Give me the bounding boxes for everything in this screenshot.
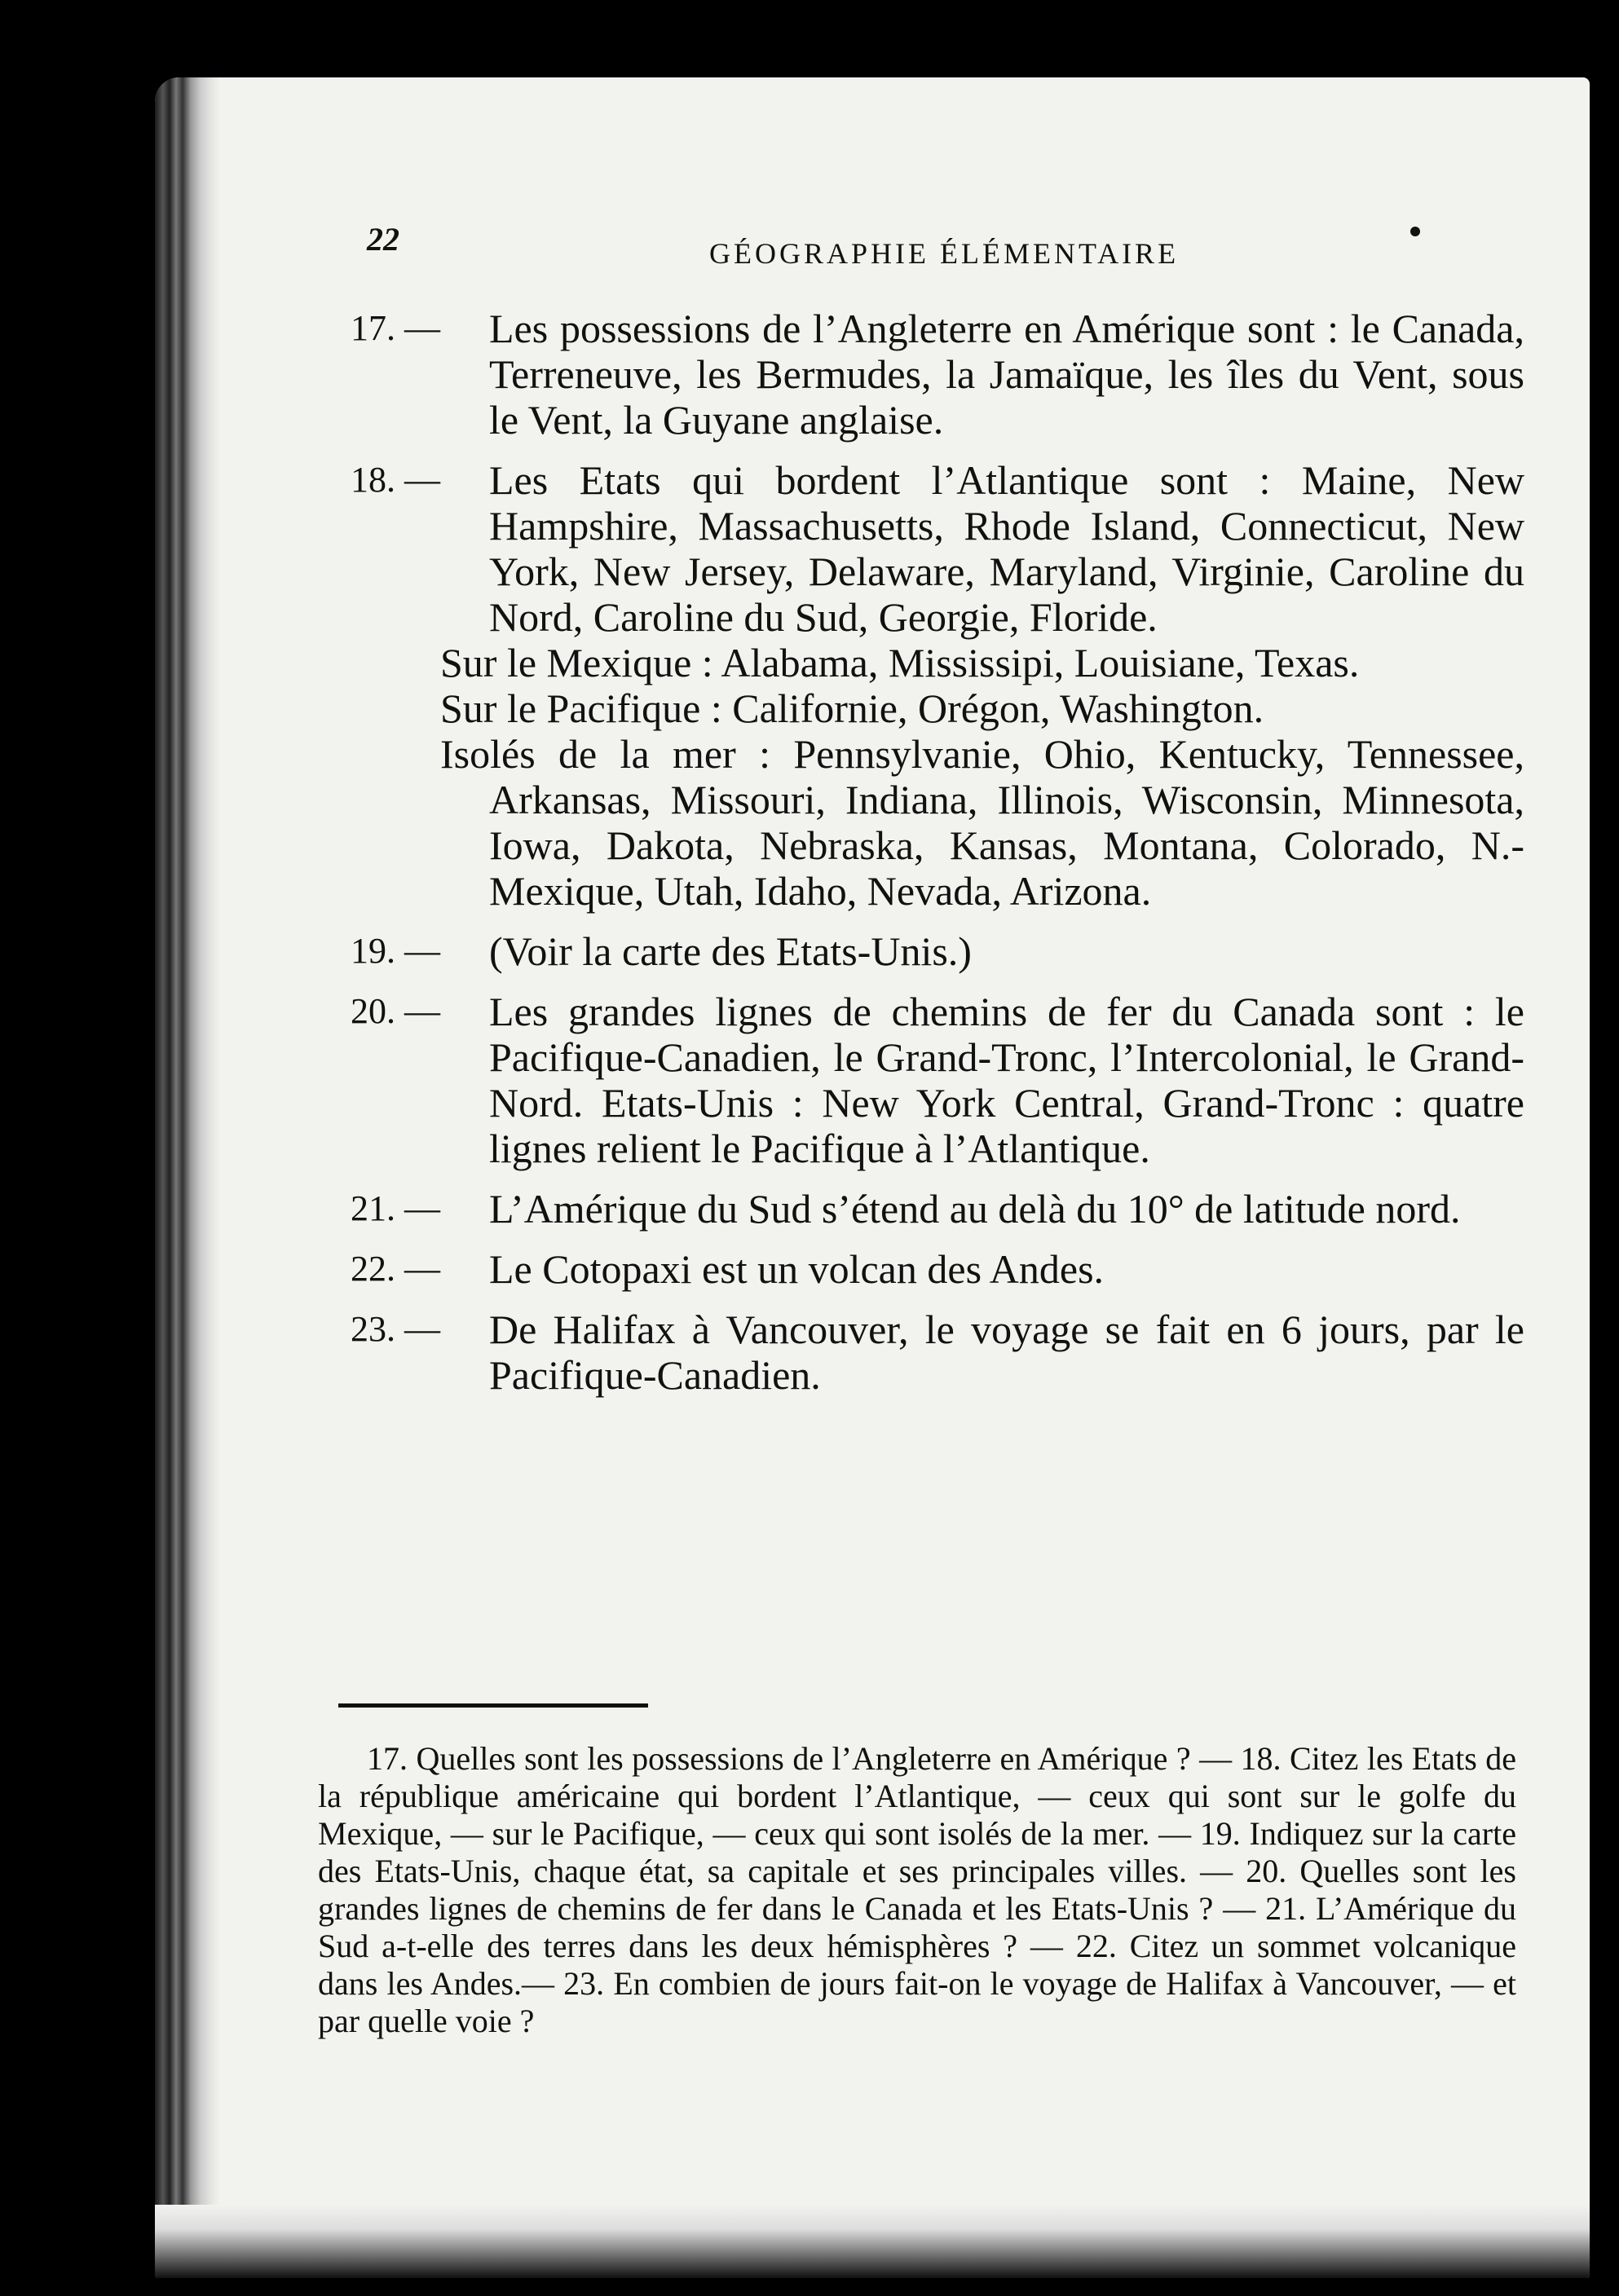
entry-paragraph: (Voir la carte des Etats-Unis.) (489, 928, 972, 974)
header-mark (1410, 227, 1420, 236)
entry-paragraph: Isolés de la mer : Pennsylvanie, Ohio, Kentucky, Tennessee, Arkansas, Missouri, Indiana, Illinois, Wisconsin, Minnesota, Iowa, Dakota, Nebraska, Kansas, Montana, Colorado, N.-Mexique, Utah, Idaho, Nevada, Arizona. (440, 731, 1524, 914)
footnotes: 17. Quelles sont les possessions de l’Angleterre en Amérique ? — 18. Citez les Etats de la république américaine qui bordent l’Atlantique, — ceux qui sont sur le golfe du Mexique, — sur le Pacifique, — ceux qui sont isolés de la mer. — 19. Indiquez sur la carte des Etats-Unis, chaque état, sa capitale et ses principales villes. — 20. Quelles sont les grandes lignes de chemins de fer dans le Canada et les Etats-Unis ? — 21. L’Amérique du Sud a-t-elle des terres dans les deux hémisphères ? — 22. Citez un sommet volcanique dans les Andes.— 23. En combien de jours fait-on le voyage de Halifax à Vancouver, — et par quelle voie ? (318, 1740, 1516, 2039)
entry-18 (351, 457, 1524, 914)
entry-paragraph: Les grandes lignes de chemins de fer du Canada sont : le Pacifique-Canadien, le Grand-Tronc, l’Intercolonial, le Grand-Nord. Etats-Unis : New York Central, Grand-Tronc : quatre lignes relient le Pacifique à l’Atlantique. (489, 989, 1524, 1171)
entry-number: 18. — (351, 460, 440, 500)
entry-paragraph: Les possessions de l’Angleterre en Amérique sont : le Canada, Terreneuve, les Bermudes, la Jamaïque, les îles du Vent, sous le Vent, la Guyane anglaise. (489, 306, 1524, 443)
entry-paragraph: Sur le Mexique : Alabama, Mississipi, Louisiane, Texas. (440, 640, 1360, 685)
entry-number: 23. — (351, 1309, 440, 1349)
entry-paragraph: L’Amérique du Sud s’étend au delà du 10° de latitude nord. (489, 1186, 1461, 1232)
entry-21 (351, 1186, 1524, 1232)
entry-number: 21. — (351, 1188, 440, 1228)
page-bottom-edge (155, 2205, 1590, 2278)
entry-paragraph: Les Etats qui bordent l’Atlantique sont : Maine, New Hampshire, Massachusetts, Rhode Island, Connecticut, New York, New Jersey, Delaware, Maryland, Virginie, Caroline du Nord, Caroline du Sud, Georgie, Floride. (489, 457, 1524, 640)
entry-number: 22. — (351, 1249, 440, 1289)
page-number: 22 (367, 221, 399, 258)
entry-paragraph: Sur le Pacifique : Californie, Orégon, Washington. (440, 685, 1264, 731)
entry-number: 19. — (351, 931, 440, 971)
main-text (351, 306, 1524, 1412)
entry-20 (351, 989, 1524, 1171)
footnote-rule (338, 1703, 648, 1708)
entry-23 (351, 1307, 1524, 1398)
entry-number: 20. — (351, 991, 440, 1031)
entry-17 (351, 306, 1524, 443)
entry-paragraph: De Halifax à Vancouver, le voyage se fait en 6 jours, par le Pacifique-Canadien. (489, 1307, 1524, 1398)
running-title: GÉOGRAPHIE ÉLÉMENTAIRE (709, 237, 1180, 270)
entry-19 (351, 928, 1524, 974)
entry-number: 17. — (351, 308, 440, 348)
entry-paragraph: Le Cotopaxi est un volcan des Andes. (489, 1246, 1105, 1292)
book-binding (155, 77, 220, 2278)
entry-22 (351, 1246, 1524, 1292)
